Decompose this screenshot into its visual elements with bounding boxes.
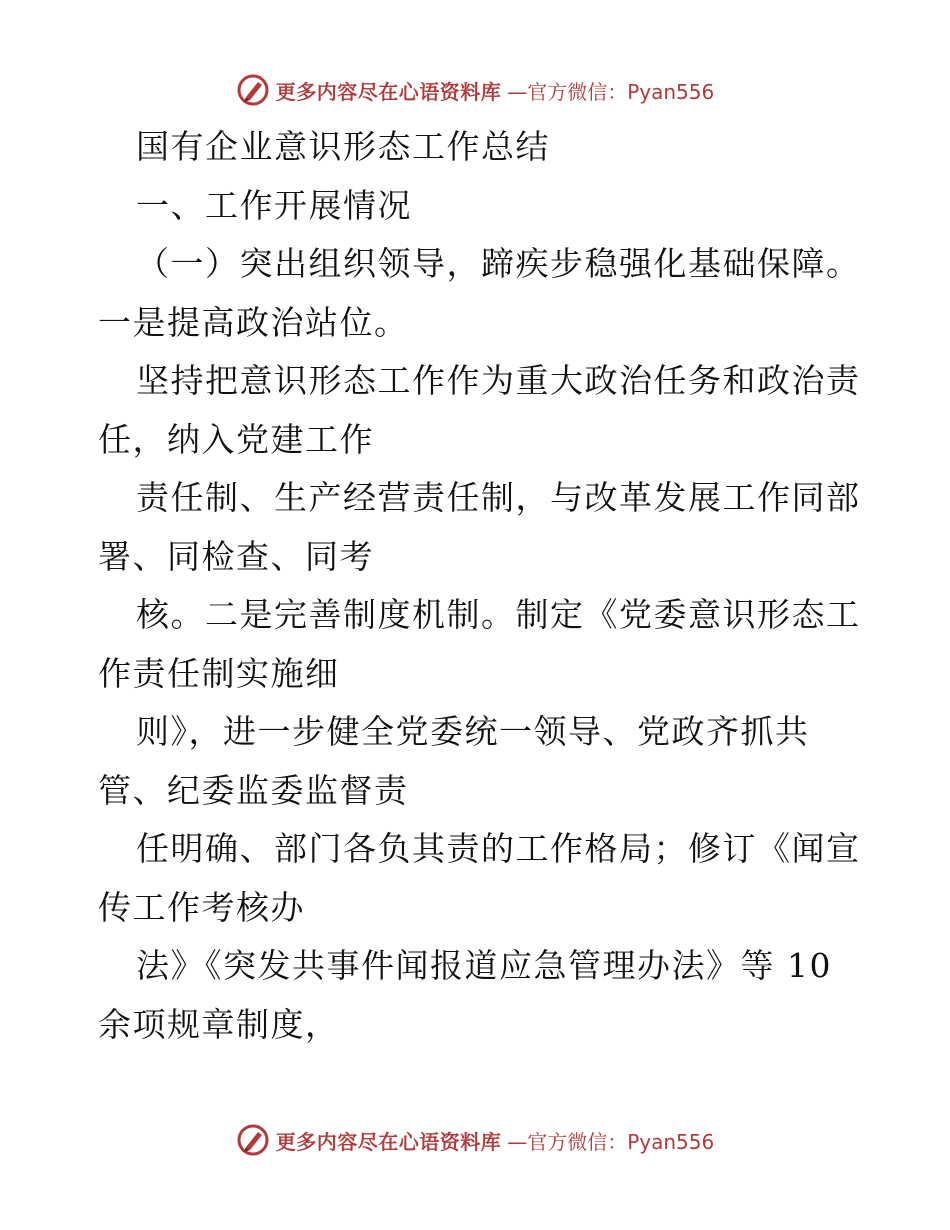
footer-banner bbox=[0, 1120, 950, 1160]
pen-logo-icon bbox=[236, 1123, 270, 1157]
text-line: 核。二是完善制度机制。制定《党委意识形态工 bbox=[136, 595, 861, 634]
banner-main-text: 更多内容尽在心语资料库 bbox=[275, 1129, 502, 1154]
pen-logo-icon bbox=[236, 73, 270, 107]
subsection-heading: （一）突出组织领导，蹄疾步稳强化基础保障。 bbox=[136, 244, 861, 283]
text-line: 则》，进一步健全党委统一领导、党政齐抓共 bbox=[136, 712, 810, 751]
text-line: 任，纳入党建工作 bbox=[98, 419, 374, 459]
text-line: 责任制、生产经营责任制，与改革发展工作同部 bbox=[136, 478, 861, 517]
text-line: 署、同检查、同考 bbox=[98, 536, 374, 576]
text-line: 余项规章制度， bbox=[98, 1004, 340, 1044]
text-line: 一是提高政治站位。 bbox=[98, 302, 409, 342]
document-title: 国有企业意识形态工作总结 bbox=[136, 127, 550, 166]
text-line: 任明确、部门各负其责的工作格局；修订《闻宣 bbox=[136, 829, 861, 868]
text-line: 坚持把意识形态工作作为重大政治任务和政治责 bbox=[136, 361, 861, 400]
document-body bbox=[98, 118, 861, 1054]
banner-main-text: 更多内容尽在心语资料库 bbox=[275, 79, 502, 104]
text-line: 管、纪委监委监督责 bbox=[98, 770, 409, 810]
header-banner bbox=[0, 70, 950, 110]
banner-wechat-text: —官方微信：Pyan556 bbox=[507, 1129, 715, 1154]
text-line: 作责任制实施细 bbox=[98, 653, 340, 693]
text-line: 法》《突发共事件闻报道应急管理办法》等 10 bbox=[136, 946, 832, 985]
text-line: 传工作考核办 bbox=[98, 887, 305, 927]
banner-wechat-text: —官方微信：Pyan556 bbox=[507, 79, 715, 104]
section-heading: 一、工作开展情况 bbox=[136, 185, 412, 225]
